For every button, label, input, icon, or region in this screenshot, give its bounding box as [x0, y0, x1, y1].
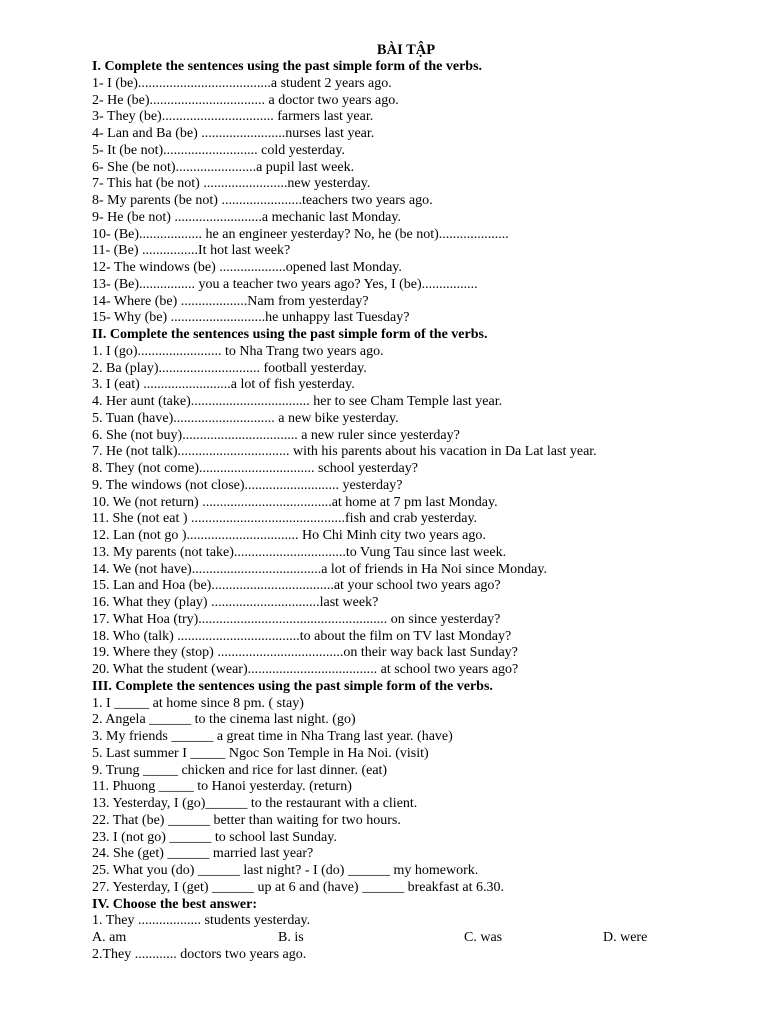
section-2-item: 13. My parents (not take)................................to Vung Tau since last week. [92, 544, 507, 560]
section-2-item: 1. I (go)........................ to Nha Trang two years ago. [92, 343, 384, 359]
section-3-item: 27. Yesterday, I (get) ______ up at 6 and (have) ______ breakfast at 6.30. [92, 879, 504, 895]
section-2-item: 11. She (not eat ) ............................................fish and crab yesterday. [92, 511, 478, 527]
worksheet-title: BÀI TẬP [376, 42, 436, 58]
section-2-heading: II. Complete the sentences using the past simple form of the verbs. [92, 327, 488, 342]
section-1-item: 12- The windows (be) ...................opened last Monday. [92, 260, 402, 275]
section-1-item: 10- (Be).................. he an engineer yesterday? No, he (be not).................... [92, 226, 509, 242]
section-4-question: 1. They .................. students yesterday. [92, 913, 311, 929]
option-a: A. am [92, 930, 127, 945]
section-1-item: 8- My parents (be not) .......................teachers two years ago. [92, 193, 433, 208]
section-4-question: 2.They ............ doctors two years ago. [92, 946, 307, 962]
section-1-item: 3- They (be)................................ farmers last year. [92, 109, 374, 125]
section-3-item: 1. I _____ at home since 8 pm. ( stay) [92, 695, 304, 711]
section-2-item: 17. What Hoa (try)...................................................... on since yesterday? [92, 611, 501, 627]
option-d: D. were [603, 930, 648, 945]
section-2-item: 18. Who (talk) ...................................to about the film on TV last Monday? [92, 628, 512, 644]
section-4-heading: IV. Choose the best answer: [92, 896, 258, 912]
section-1-item: 15- Why (be) ...........................he unhappy last Tuesday? [92, 310, 410, 326]
section-2-item: 2. Ba (play)............................. football yesterday. [92, 360, 367, 376]
section-3-item: 25. What you (do) ______ last night? - I (do) ______ my homework. [92, 863, 479, 878]
section-2-item: 15. Lan and Hoa (be)...................................at your school two years ago? [92, 578, 501, 594]
section-1-item: 2- He (be)................................. a doctor two years ago. [92, 92, 399, 108]
section-3-item: 3. My friends ______ a great time in Nha Trang last year. (have) [92, 729, 453, 744]
section-1-item: 13- (Be)................ you a teacher two years ago? Yes, I (be)................ [92, 276, 478, 292]
section-2-item: 16. What they (play) ...............................last week? [92, 595, 379, 610]
section-1-item: 7- This hat (be not) ........................new yesterday. [92, 176, 371, 192]
section-2-item: 20. What the student (wear)..................................... at school two years ago? [92, 662, 519, 677]
section-1-item: 1- I (be)......................................a student 2 years ago. [92, 75, 392, 91]
section-3-item: 2. Angela ______ to the cinema last night. (go) [92, 712, 356, 728]
section-3-item: 22. That (be) ______ better than waiting for two hours. [92, 812, 401, 828]
section-2-item: 12. Lan (not go )................................ Ho Chi Minh city two years ago. [92, 528, 486, 543]
section-3-item: 11. Phuong _____ to Hanoi yesterday. (return) [92, 779, 352, 795]
section-1-item: 6- She (be not).......................a pupil last week. [92, 159, 355, 175]
section-2-item: 7. He (not talk)................................ with his parents about his vacation in Da Lat last year. [92, 444, 597, 460]
section-2-item: 9. The windows (not close)........................... yesterday? [92, 477, 403, 493]
section-1-item: 9- He (be not) .........................a mechanic last Monday. [92, 209, 401, 225]
section-2-item: 19. Where they (stop) ....................................on their way back last Sunday? [92, 645, 518, 661]
section-3-item: 5. Last summer I _____ Ngoc Son Temple in Ha Noi. (visit) [92, 745, 429, 761]
answer-options [92, 930, 752, 947]
section-2-item: 4. Her aunt (take).................................. her to see Cham Temple last year. [92, 394, 503, 409]
option-c: C. was [464, 930, 503, 945]
section-2-item: 5. Tuan (have)............................. a new bike yesterday. [92, 410, 399, 426]
section-3-item: 24. She (get) ______ married last year? [92, 846, 314, 862]
section-3-item: 13. Yesterday, I (go)______ to the restaurant with a client. [92, 796, 418, 811]
section-1-item: 4- Lan and Ba (be) ........................nurses last year. [92, 126, 375, 141]
worksheet-content [92, 59, 752, 964]
section-2-item: 6. She (not buy)................................. a new ruler since yesterday? [92, 427, 460, 443]
section-1-heading: I. Complete the sentences using the past simple form of the verbs. [92, 59, 483, 74]
section-2-item: 14. We (not have).....................................a lot of friends in Ha Noi since Monday. [92, 561, 547, 577]
section-3-item: 23. I (not go) ______ to school last Sunday. [92, 829, 337, 845]
section-2-item: 8. They (not come)................................. school yesterday? [92, 461, 418, 476]
section-3-item: 9. Trung _____ chicken and rice for last dinner. (eat) [92, 762, 388, 778]
section-3-heading: III. Complete the sentences using the past simple form of the verbs. [92, 678, 493, 694]
option-b: B. is [278, 930, 304, 945]
section-1-item: 14- Where (be) ...................Nam from yesterday? [92, 293, 369, 309]
section-2-item: 3. I (eat) .........................a lot of fish yesterday. [92, 377, 355, 393]
section-1-item: 5- It (be not)........................... cold yesterday. [92, 142, 345, 158]
section-1-item: 11- (Be) ................It hot last week? [92, 243, 291, 259]
section-2-item: 10. We (not return) .....................................at home at 7 pm last Monday. [92, 494, 498, 510]
